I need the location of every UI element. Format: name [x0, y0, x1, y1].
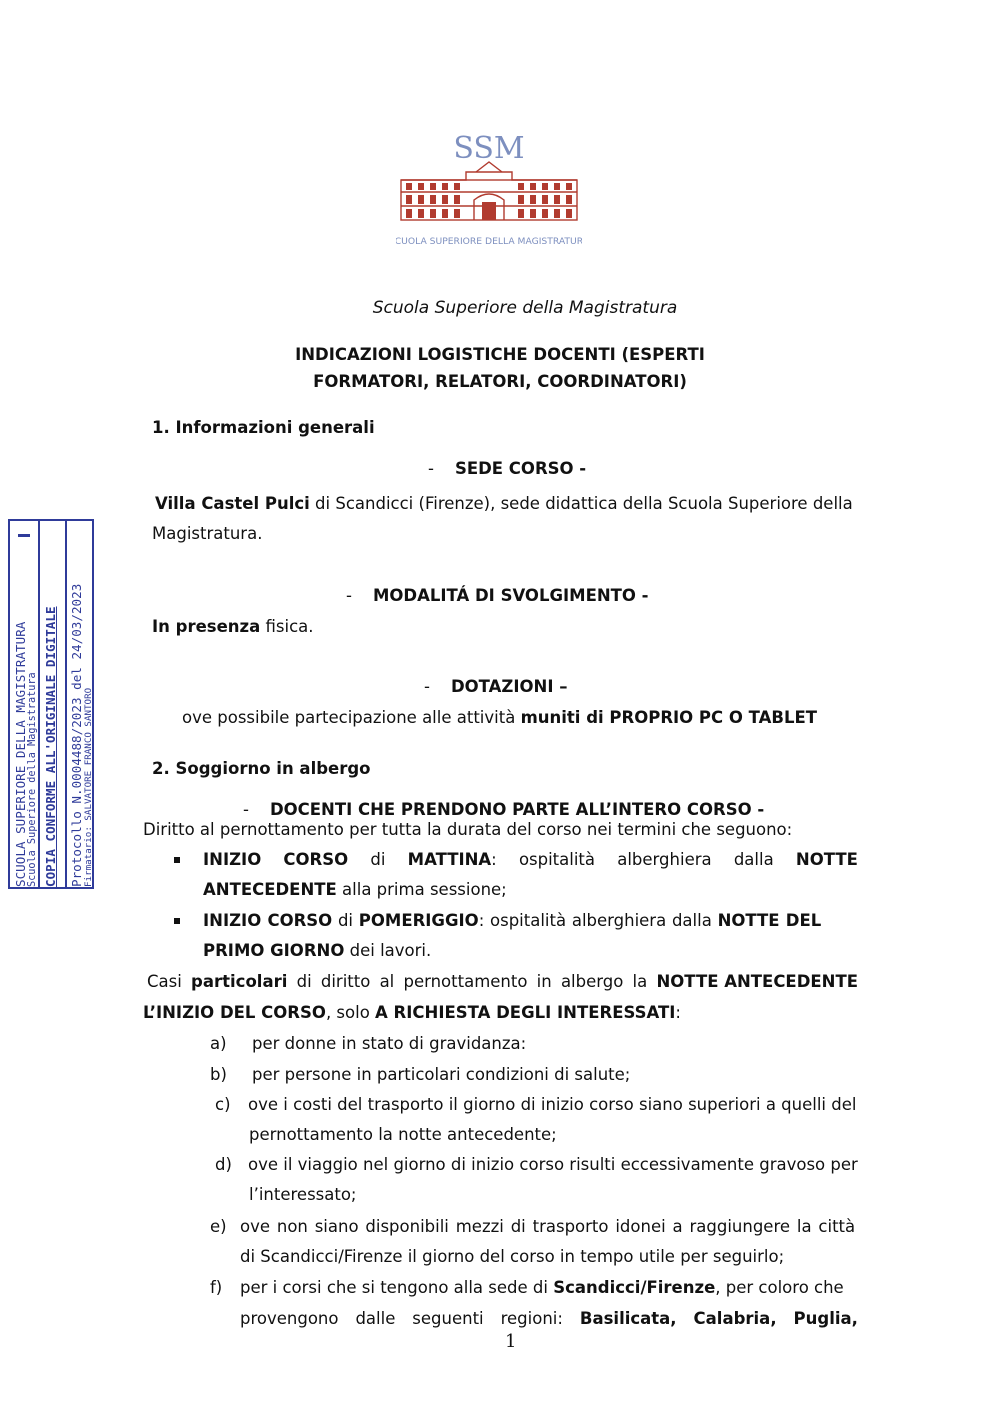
- dotazioni-heading: - DOTAZIONI –: [424, 677, 568, 696]
- casi-l2-t1: , solo: [325, 1003, 376, 1022]
- b1-word: dalla: [733, 850, 774, 869]
- stamp-line4: Protocollo N.0004488/2023 del 24/03/2023: [69, 583, 84, 887]
- casi-word: al: [379, 972, 395, 991]
- casi-line1: [147, 972, 858, 991]
- f-word: dalle: [355, 1309, 396, 1328]
- casi-word: pernottamento: [403, 972, 528, 991]
- casi-l2-bold2: A RICHIESTA DEGLI INTERESSATI: [375, 1003, 676, 1022]
- docenti-heading: - DOCENTI CHE PRENDONO PARTE ALL’INTERO CORSO -: [243, 800, 765, 819]
- bullet1-line2: [203, 880, 507, 899]
- casi-l2-t2: :: [675, 1003, 681, 1022]
- stamp-line5: Firmatario: SALVATORE FRANCO SANTORO: [83, 687, 94, 887]
- b1-word: di: [370, 850, 386, 869]
- protocol-stamp: [8, 519, 94, 889]
- item-b-text: per persone in particolari condizioni di salute;: [252, 1065, 631, 1084]
- item-e-text2: di Scandicci/Firenze il giorno del corso in tempo utile per seguirlo;: [240, 1247, 785, 1266]
- b2-bold1: INIZIO CORSO: [203, 911, 333, 930]
- modalita-heading: - MODALITÁ DI SVOLGIMENTO -: [346, 586, 649, 605]
- f-word: regioni:: [500, 1309, 563, 1328]
- f-t1b: Scandicci/Firenze: [553, 1278, 716, 1297]
- casi-l2-bold1: L’INIZIO DEL CORSO: [143, 1003, 326, 1022]
- school-name: Scuola Superiore della Magistratura: [372, 298, 678, 318]
- item-d-text2: l’interessato;: [249, 1185, 357, 1204]
- bullet2-line1: [203, 911, 821, 930]
- stamp-divider: [65, 521, 67, 887]
- logo-caption: SCUOLA SUPERIORE DELLA MAGISTRATURA: [396, 236, 582, 247]
- b2-line2-bold: PRIMO GIORNO: [203, 941, 345, 960]
- b1-word-bold: MATTINA: [407, 850, 492, 869]
- sede-heading-text: SEDE CORSO -: [454, 459, 587, 478]
- modalita-text: fisica.: [260, 617, 314, 636]
- sede-paragraph: [155, 494, 853, 513]
- f-word: Puglia,: [793, 1309, 858, 1328]
- section2-heading: 2. Soggiorno in albergo: [152, 759, 371, 778]
- item-c-label: c): [215, 1095, 231, 1114]
- dotazioni-text: ove possibile partecipazione alle attività: [182, 708, 521, 727]
- docenti-heading-text: DOCENTI CHE PRENDONO PARTE ALL’INTERO CORSO -: [269, 800, 765, 819]
- sede-paragraph-line2: Magistratura.: [152, 524, 263, 543]
- b2-line2-text: dei lavori.: [344, 941, 432, 960]
- ssm-logo: [396, 128, 582, 252]
- sede-name: Villa Castel Pulci: [155, 494, 310, 513]
- b2-bold2: POMERIGGIO: [358, 911, 479, 930]
- item-c-text2: pernottamento la notte antecedente;: [249, 1125, 557, 1144]
- f-t1a: per i corsi che si tengono alla sede di: [240, 1278, 554, 1297]
- casi-word: la: [632, 972, 648, 991]
- modalita-paragraph: [152, 617, 314, 636]
- bullet-marker: [174, 857, 180, 863]
- b1-word: NOTTE: [795, 850, 858, 869]
- stamp-divider: [38, 521, 40, 887]
- dotazioni-bold: muniti di PROPRIO PC O TABLET: [520, 708, 818, 727]
- b1-word: alberghiera: [617, 850, 712, 869]
- diritto-paragraph: Diritto al pernottamento per tutta la durata del corso nei termini che seguono:: [143, 820, 793, 839]
- item-b-label: b): [210, 1065, 227, 1084]
- casi-word: in: [536, 972, 552, 991]
- item-a-label: a): [210, 1034, 227, 1053]
- dotazioni-paragraph: [182, 708, 817, 727]
- f-t1c: , per coloro che: [715, 1278, 844, 1297]
- item-e-label: e): [210, 1217, 227, 1236]
- item-a-text: per donne in stato di gravidanza:: [252, 1034, 527, 1053]
- bullet1-line1: [203, 850, 858, 869]
- b2-bold3: NOTTE DEL: [717, 911, 822, 930]
- casi-line2: [143, 1003, 681, 1022]
- doc-title-line2: FORMATORI, RELATORI, COORDINATORI): [313, 372, 687, 391]
- casi-word: albergo: [560, 972, 624, 991]
- b1-word: MATTINA:: [407, 850, 497, 869]
- logo-acronym: SSM: [453, 131, 525, 166]
- b1-line2-text: alla prima sessione;: [336, 880, 507, 899]
- b1-word: CORSO: [283, 850, 349, 869]
- casi-word: NOTTE ANTECEDENTE: [656, 972, 858, 991]
- item-f-text1: [240, 1278, 844, 1297]
- b1-word: ospitalità: [518, 850, 596, 869]
- dotazioni-heading-text: DOTAZIONI –: [450, 677, 568, 696]
- stamp-mark: [18, 534, 30, 537]
- b1-line2-bold: ANTECEDENTE: [203, 880, 337, 899]
- item-f-line2: [240, 1309, 858, 1328]
- bullet-marker: [174, 918, 180, 924]
- section1-heading: 1. Informazioni generali: [152, 418, 375, 437]
- f-word: Calabria,: [693, 1309, 777, 1328]
- sede-text: di Scandicci (Firenze), sede didattica della Scuola Superiore della: [309, 494, 853, 513]
- doc-title-line1: INDICAZIONI LOGISTICHE DOCENTI (ESPERTI: [295, 345, 705, 364]
- b2-t1: di: [332, 911, 359, 930]
- stamp-line1: SCUOLA SUPERIORE DELLA MAGISTRATURA: [13, 621, 28, 887]
- f-word: seguenti: [412, 1309, 484, 1328]
- b2-t2: : ospitalità alberghiera dalla: [478, 911, 718, 930]
- b1-word: INIZIO: [203, 850, 262, 869]
- modalita-bold: In presenza: [152, 617, 261, 636]
- casi-word: Casi: [147, 972, 182, 991]
- stamp-line2: Scuola Superiore della Magistratura: [27, 672, 38, 887]
- f-word: Basilicata,: [579, 1309, 677, 1328]
- bullet2-line2: [203, 941, 431, 960]
- item-e-text1: ove non siano disponibili mezzi di trasporto idonei a raggiungere la città: [240, 1217, 856, 1236]
- item-d-label: d): [215, 1155, 232, 1174]
- casi-word: di: [296, 972, 312, 991]
- f-word: provengono: [240, 1309, 339, 1328]
- casi-word: particolari: [191, 972, 288, 991]
- page-number: 1: [505, 1331, 517, 1352]
- item-d-text1: ove il viaggio nel giorno di inizio corso risulti eccessivamente gravoso per: [248, 1155, 858, 1174]
- stamp-line3: COPIA CONFORME ALL'ORIGINALE DIGITALE: [43, 606, 58, 887]
- casi-word: diritto: [320, 972, 371, 991]
- item-f-label: f): [210, 1278, 223, 1297]
- sede-heading: - SEDE CORSO -: [428, 459, 587, 478]
- modalita-heading-text: MODALITÁ DI SVOLGIMENTO -: [372, 586, 649, 605]
- item-c-text1: ove i costi del trasporto il giorno di inizio corso siano superiori a quelli del: [248, 1095, 857, 1114]
